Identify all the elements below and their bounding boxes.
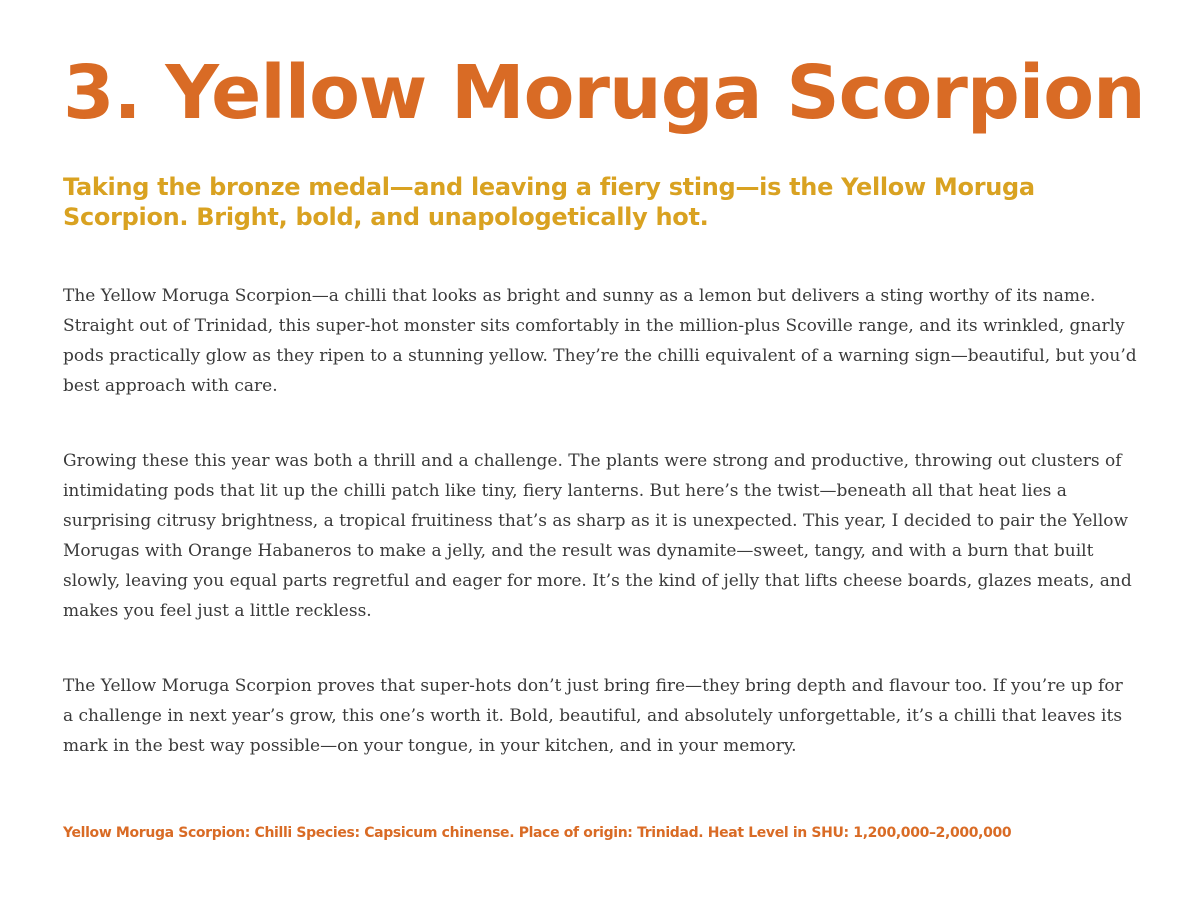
paragraph-conclusion: The Yellow Moruga Scorpion proves that super-hots don’t just bring fire—they bring depth and flavour too. If you’re up for a challenge in next year’s grow, this one’s worth it. Bold, beautiful, and absolutely unforgettable, it’s a chilli that leaves its mark in the best way possible—on your tongue, in your kitchen, and in your memory. [63, 676, 1123, 756]
page-title: 3. Yellow Moruga Scorpion [63, 50, 1145, 136]
subtitle: Taking the bronze medal—and leaving a fiery sting—is the Yellow Moruga Scorpion. Bright, bold, and unapologetically hot. [63, 173, 1035, 231]
paragraph-intro: The Yellow Moruga Scorpion—a chilli that looks as bright and sunny as a lemon but delivers a sting worthy of its name. Straight out of Trinidad, this super-hot monster sits comfortably in the million-plus Scoville range, and its wrinkled, gnarly pods practically glow as they ripen to a stunning yellow. They’re the chilli equivalent of a warning sign—beautiful, but you’d best approach with care. [63, 286, 1137, 396]
paragraph-growing: Growing these this year was both a thrill and a challenge. The plants were strong and productive, throwing out clusters of intimidating pods that lit up the chilli patch like tiny, fiery lanterns. But here’s the twist—beneath all that heat lies a surprising citrusy brightness, a tropical fruitiness that’s as sharp as it is unexpected. This year, I decided to pair the Yellow Morugas with Orange Habaneros to make a jelly, and the result was dynamite—sweet, tangy, and with a burn that built slowly, leaving you equal parts regretful and eager for more. It’s the kind of jelly that lifts cheese boards, glazes meats, and makes you feel just a little reckless. [63, 451, 1132, 621]
species-info: Yellow Moruga Scorpion: Chilli Species: Capsicum chinense. Place of origin: Trinidad. Heat Level in SHU: 1,200,000–2,000,000 [63, 825, 1012, 841]
